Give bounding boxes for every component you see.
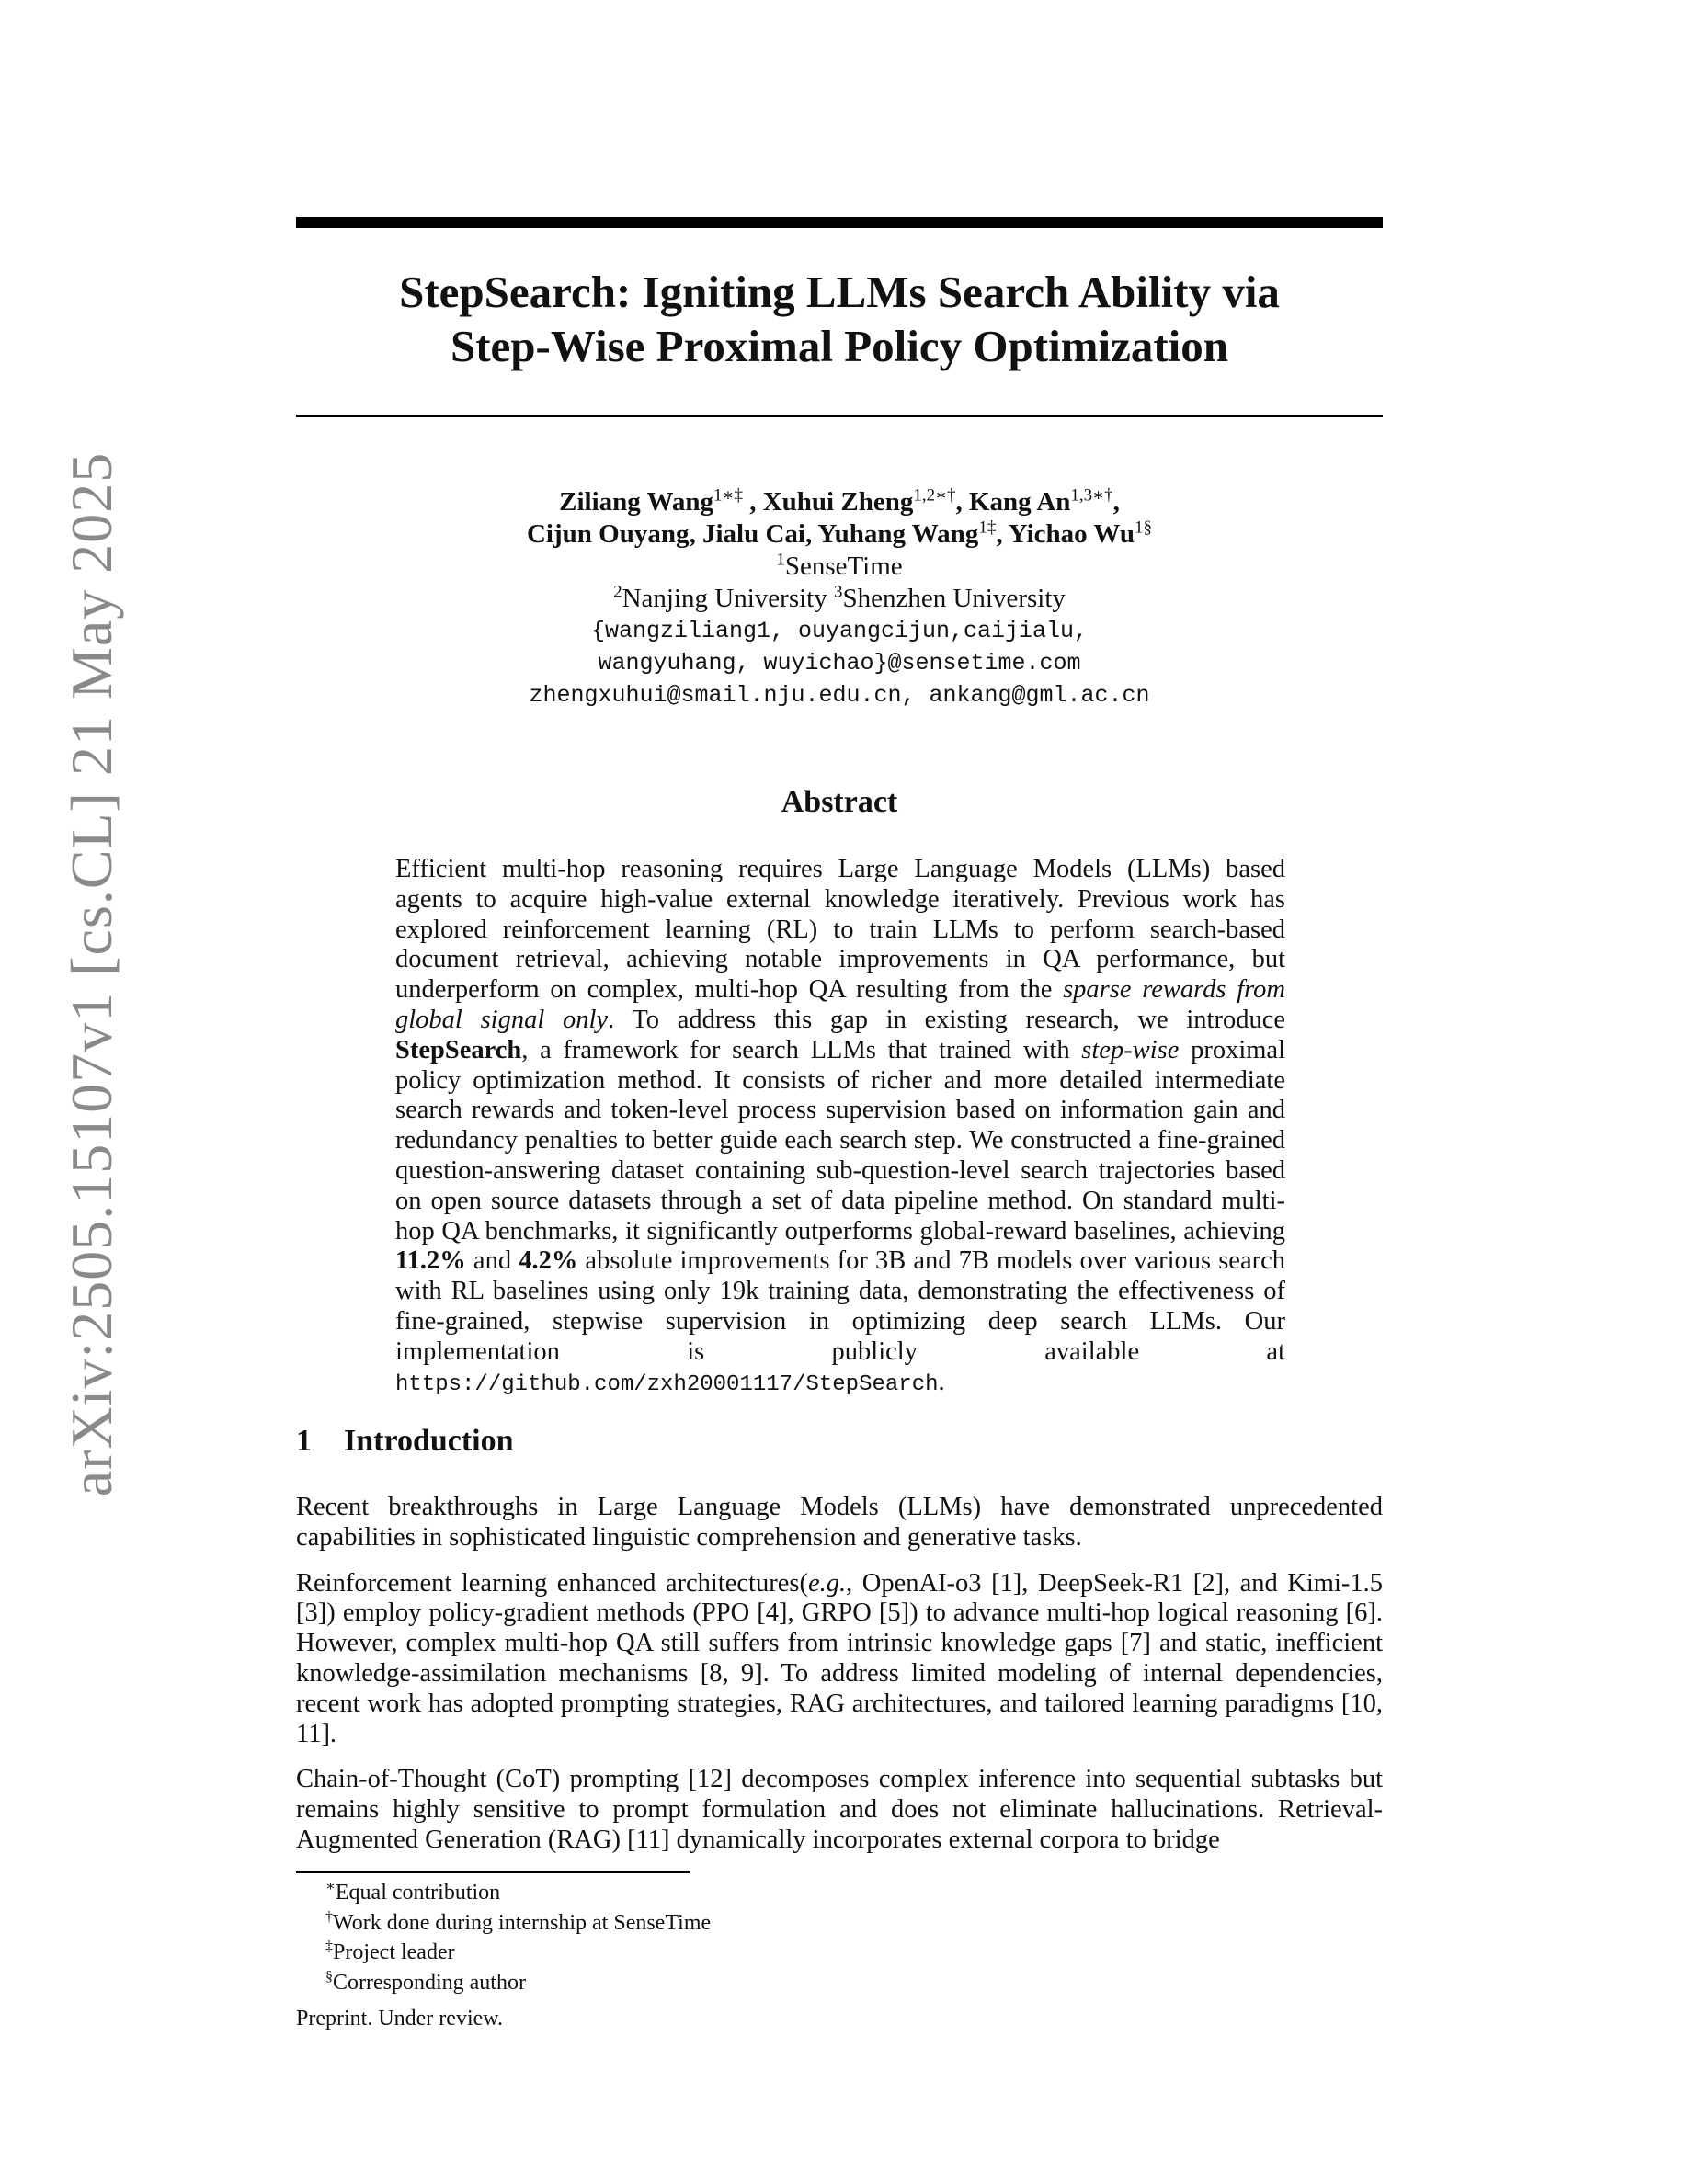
abstract-text: absolute improvements for 3B and 7B models over various search with RL baselines using only 19k training data, demonstrating the effectiveness of fine-grained, stepwise supervision in optimizing deep search LLMs. Our implementation is publicly available at <box>395 1246 1285 1366</box>
intro-paragraph-2 <box>296 1569 1383 1750</box>
email-line-2: wangyuhang, wuyichao}@sensetime.com <box>598 650 1081 677</box>
footnote-text: Work done during internship at SenseTime <box>333 1910 712 1935</box>
abstract-text: Efficient multi-hop reasoning requires Large Language Models (LLMs) based agents to acquire high-value external knowledge iteratively. Previous work has explored reinforcement learning (RL) to train LLMs to perform search-based document retrieval, achieving notable improvements in QA performance, but underperform on complex, multi-hop QA resulting from the <box>395 855 1285 1005</box>
abstract-method-name: StepSearch <box>395 1035 522 1064</box>
abstract-result-7b: 4.2% <box>519 1246 578 1276</box>
abstract-body <box>395 855 1285 1400</box>
affiliation-name: SenseTime <box>784 552 903 581</box>
author-line-1 <box>296 486 1383 518</box>
intro-text: , OpenAI-o3 [1], DeepSeek-R1 [2], and Kimi-1.5 [3]) employ policy-gradient methods (PPO [4], GRPO [5]) to advance multi-hop logical reasoning [6]. However, complex multi-hop QA still suffers from intrinsic knowledge gaps [7] and static, inefficient knowledge-assimilation mechanisms [8, 9]. To address limited modeling of internal dependencies, recent work has adopted prompting strategies, RAG architectures, and tailored learning paradigms [10, 11]. <box>296 1568 1383 1748</box>
author-name: , Xuhui Zheng <box>742 487 914 517</box>
abstract-text: proximal policy optimization method. It consists of richer and more detailed intermediate search rewards and token-level process supervision based on information gain and redundancy penalties to better guide each search step. We constructed a fine-grained question-answering dataset containing sub-question-level search trajectories based on open source datasets through a set of data pipeline method. On standard multi-hop QA benchmarks, it significantly outperforms global-reward baselines, achieving <box>395 1035 1285 1246</box>
affiliation-line-1 <box>296 551 1383 583</box>
author-affiliation-mark: 1,2∗† <box>913 485 956 506</box>
abstract-text: , a framework for search LLMs that trained with <box>521 1035 1082 1064</box>
affiliation-name: Shenzhen University <box>842 584 1066 613</box>
footnote-item <box>325 1878 711 1908</box>
author-block <box>296 486 1383 711</box>
author-affiliation-mark: 1,3∗† <box>1070 485 1113 506</box>
footnote-item <box>325 1938 711 1968</box>
footnote-mark: § <box>325 1968 333 1985</box>
abstract-result-3b: 11.2% <box>395 1246 466 1276</box>
abstract-emphasis: step-wise <box>1081 1035 1180 1064</box>
preprint-note: Preprint. Under review. <box>296 2007 504 2030</box>
paper-title-line-2: Step-Wise Proximal Policy Optimization <box>450 321 1229 371</box>
abstract-text: . To address this gap in existing research, we introduce <box>608 1005 1285 1034</box>
introduction-body <box>296 1493 1383 1871</box>
author-name: Cijun Ouyang, Jialu Cai, Yuhang Wang <box>526 519 979 549</box>
footnote-text: Equal contribution <box>335 1881 501 1905</box>
author-name: , Yichao Wu <box>996 519 1135 549</box>
paper-title <box>296 265 1383 373</box>
paper-title-line-1: StepSearch: Igniting LLMs Search Ability via <box>399 267 1280 317</box>
arxiv-identifier-stamp: arXiv:2505.15107v1 [cs.CL] 21 May 2025 <box>59 451 124 1497</box>
repository-url-link[interactable]: https://github.com/zxh20001117/StepSearch <box>395 1371 939 1397</box>
section-title: Introduction <box>344 1424 514 1458</box>
footnote-item <box>325 1968 711 1998</box>
footnote-item <box>325 1908 711 1939</box>
author-affiliation-mark: 1§ <box>1135 518 1152 538</box>
author-name: Ziliang Wang <box>559 487 714 517</box>
intro-emphasis: e.g. <box>807 1568 847 1598</box>
footnote-mark: † <box>325 1908 333 1925</box>
affiliation-line-2 <box>296 583 1383 615</box>
title-rule-top <box>296 217 1383 228</box>
footnote-text: Corresponding author <box>333 1970 526 1995</box>
footnote-rule <box>296 1871 690 1873</box>
author-separator: , <box>1112 487 1120 517</box>
intro-text: Reinforcement learning enhanced architectures( <box>296 1568 808 1598</box>
affiliation-mark: 3 <box>833 582 843 602</box>
intro-paragraph-1: Recent breakthroughs in Large Language Models (LLMs) have demonstrated unprecedented capabilities in sophisticated linguistic comprehension and generative tasks. <box>296 1493 1383 1552</box>
footnote-mark: ‡ <box>325 1939 333 1954</box>
footnote-text: Project leader <box>333 1940 455 1964</box>
section-heading-introduction <box>296 1424 514 1459</box>
footnotes <box>325 1878 711 1997</box>
abstract-emphasis: sparse rewards from global signal only <box>395 975 1285 1034</box>
abstract-heading: Abstract <box>781 785 898 819</box>
intro-paragraph-3: Chain-of-Thought (CoT) prompting [12] decomposes complex inference into sequential subtasks but remains highly sensitive to prompt formulation and does not eliminate hallucinations. Retrieval-Augmented Generation (RAG) [11] dynamically incorporates external corpora to bridge <box>296 1765 1383 1854</box>
abstract-text: . <box>938 1367 945 1396</box>
abstract-text: and <box>465 1246 519 1276</box>
email-line-3: zhengxuhui@smail.nju.edu.cn, ankang@gml.ac.cn <box>529 682 1150 709</box>
footnote-mark: ∗ <box>325 1879 336 1894</box>
author-name: , Kang An <box>955 487 1071 517</box>
title-rule-bottom <box>296 415 1383 417</box>
email-line-1: {wangziliang1, ouyangcijun,caijialu, <box>590 618 1089 644</box>
affiliation-mark: 1 <box>776 550 785 570</box>
author-line-2 <box>296 518 1383 551</box>
author-affiliation-mark: 1∗‡ <box>713 485 743 506</box>
affiliation-name: Nanjing University <box>622 584 834 613</box>
section-number: 1 <box>296 1424 312 1458</box>
affiliation-mark: 2 <box>613 582 622 602</box>
author-affiliation-mark: 1‡ <box>978 518 997 538</box>
